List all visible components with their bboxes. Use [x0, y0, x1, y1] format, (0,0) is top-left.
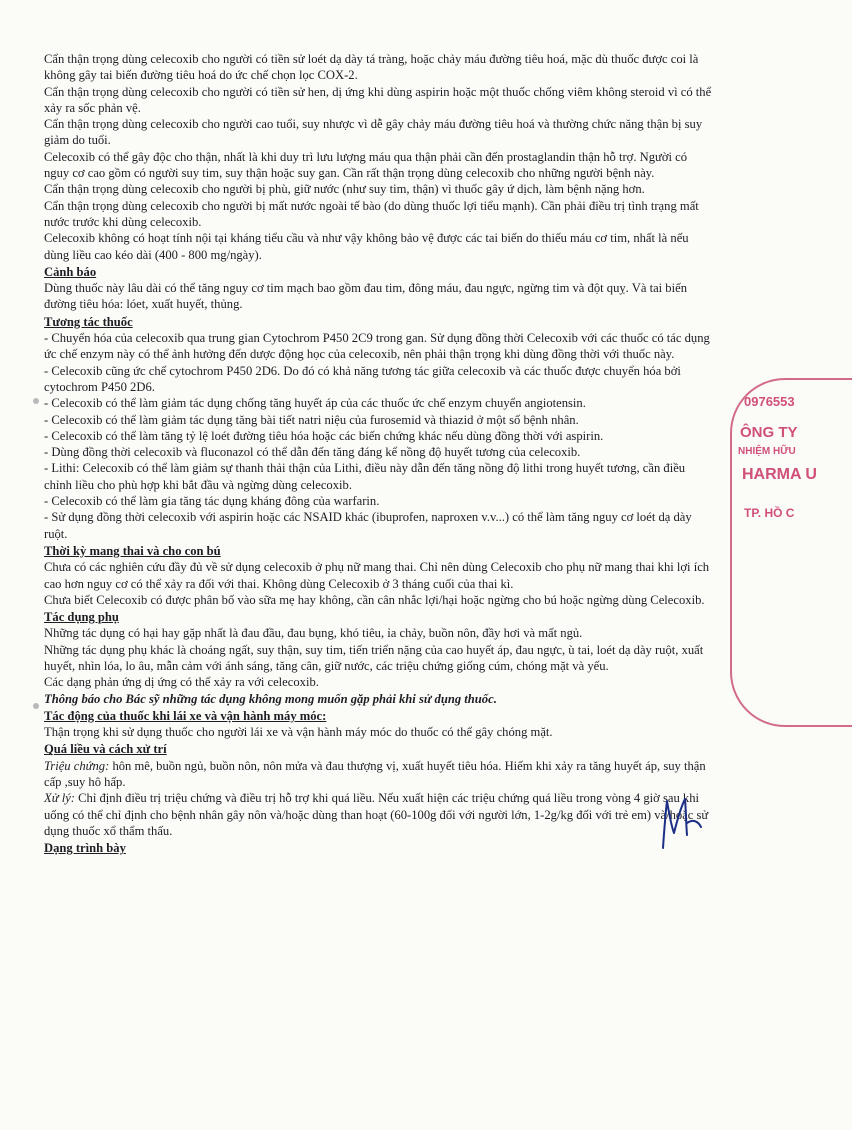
precaution-paragraph: Cẩn thận trọng dùng celecoxib cho người bị phù, giữ nước (như suy tim, thận) vì thuốc gây ứ dịch, làm bệnh nặng hơn.: [44, 182, 645, 197]
scan-hole-mark: [33, 398, 39, 404]
pregnancy-paragraph: Chưa có các nghiên cứu đầy đủ về sử dụng celecoxib ở phụ nữ mang thai. Chỉ nên dùng Celecoxib cho phụ nữ mang thai khi lợi ích cao hơn nguy cơ có thể xảy ra đối với thai. Không dùng Celecoxib ở 3 tháng cuối của thai kì.: [44, 560, 710, 591]
precaution-paragraph: Celecoxib có thể gây độc cho thận, nhất là khi duy trì lưu lượng máu qua thận phải cần đến prostaglandin thận hỗ trợ. Người có nguy cơ cao gồm có người suy tim, suy thận hoặc suy gan. Cần rất thận trọng dùng celecoxib cho những người bệnh này.: [44, 149, 688, 181]
interaction-item: - Chuyển hóa của celecoxib qua trung gian Cytochrom P450 2C9 trong gan. Sử dụng đồng thời Celecoxib với các thuốc có tác dụng ức chế enzym này có thể ảnh hưởng đến dược động học của celecoxib, nên phải thận trọng khi dùng đồng thời với thuốc này.: [44, 331, 710, 362]
section-heading-side-effects: Tác dụng phụ: [44, 610, 119, 625]
handwritten-signature: [655, 793, 705, 853]
doctor-notice: Thông báo cho Bác sỹ những tác dụng không mong muốn gặp phải khi sử dụng thuốc.: [44, 691, 497, 706]
stamp-line-company: ÔNG TY: [740, 424, 798, 441]
precaution-paragraph: Cẩn thận trọng dùng celecoxib cho người cao tuổi, suy nhược vì dễ gây chảy máu đường tiêu hoá và thường chức năng thận bị suy giảm do tuổi.: [44, 117, 703, 148]
stamp-line-city: TP. HỒ C: [744, 506, 795, 520]
scan-hole-mark: [33, 703, 39, 709]
precaution-paragraph: Celecoxib không có hoạt tính nội tại kháng tiểu cầu và như vậy không bảo vệ được các tai biến do thiếu máu cơ tim, nhất là nếu dùng liều cao kéo dài (400 - 800 mg/ngày).: [44, 231, 689, 262]
document-body: [44, 51, 712, 857]
interaction-item: - Lithi: Celecoxib có thể làm giảm sự thanh thải thận của Lithi, điều này dẫn đến tăng nồng độ lithi trong huyết tương, cần điều chỉnh liều cho phù hợp khi bắt đầu và ngừng dùng celecoxib.: [44, 461, 686, 492]
side-effect-paragraph: Những tác dụng phụ khác là choáng ngất, suy thận, suy tim, tiến triển nặng của cao huyết áp, đau ngực, ù tai, loét dạ dày ruột, xuất huyết, nhìn lóa, lo âu, mẫn cảm với ánh sáng, tăng cân, giữ nước, các triệu chứng giống cúm, chóng mặt và yếu.: [44, 642, 704, 673]
precaution-paragraph: Cẩn thận trọng dùng celecoxib cho người có tiền sử loét dạ dày tá tràng, hoặc chảy máu đường tiêu hoá, mặc dù thuốc được coi là không gây tai biến đường tiêu hoá do ức chế chọn lọc COX-2.: [44, 52, 699, 83]
side-effect-paragraph: Những tác dụng có hại hay gặp nhất là đau đầu, đau bụng, khó tiêu, ỉa chảy, buồn nôn, đầy hơi và mất ngủ.: [44, 626, 583, 641]
section-heading-interactions: Tương tác thuốc: [44, 314, 133, 329]
section-heading-warning: Cảnh báo: [44, 264, 97, 279]
section-heading-pregnancy: Thời kỳ mang thai và cho con bú: [44, 543, 221, 558]
warning-paragraph: Dùng thuốc này lâu dài có thể tăng nguy cơ tim mạch bao gồm đau tim, đông máu, đau ngực, ngừng tim và đột quỵ. Và tai biến đường tiêu hóa: lóet, xuất huyết, thủng.: [44, 281, 687, 312]
precaution-paragraph: Cẩn thận trọng dùng celecoxib cho người bị mất nước ngoài tế bào (do dùng thuốc lợi tiểu mạnh). Cần phải điều trị tình trạng mất nước trước khi dùng celecoxib.: [44, 198, 699, 229]
interaction-item: - Celecoxib có thể làm giảm tác dụng tăng bài tiết natri niệu của furosemid và thiazid ở một số bệnh nhân.: [44, 412, 579, 427]
interaction-item: - Celecoxib có thể làm gia tăng tác dụng kháng đông của warfarin.: [44, 494, 380, 509]
interaction-item: - Dùng đồng thời celecoxib và fluconazol có thể dẫn đến tăng đáng kể nồng độ huyết tương của celecoxib.: [44, 445, 581, 460]
symptoms-label: Triệu chứng:: [44, 758, 110, 773]
stamp-line-pharma: HARMA U: [742, 466, 817, 483]
interaction-item: - Sử dụng đồng thời celecoxib với aspirin hoặc các NSAID khác (ibuprofen, naproxen v.v...) có thể làm tăng nguy cơ loét dạ dày ruột.: [44, 510, 692, 541]
section-heading-driving: Tác động của thuốc khi lái xe và vận hành máy móc:: [44, 708, 327, 723]
precaution-paragraph: Cẩn thận trọng dùng celecoxib cho người có tiền sử hen, dị ứng khi dùng aspirin hoặc một thuốc chống viêm không steroid vì có thể xảy ra sốc phản vệ.: [44, 84, 712, 115]
driving-paragraph: Thận trọng khi sử dụng thuốc cho người lái xe và vận hành máy móc do thuốc có thể gây chóng mặt.: [44, 725, 553, 740]
treatment-label: Xử lý:: [44, 791, 75, 806]
overdose-symptoms: [44, 758, 712, 791]
interaction-item: - Celecoxib có thể làm tăng tỷ lệ loét đường tiêu hóa hoặc các biến chứng khác nếu dùng đồng thời với aspirin.: [44, 428, 604, 443]
section-heading-presentation: Dạng trình bày: [44, 841, 126, 856]
section-heading-overdose: Quá liều và cách xử trí: [44, 742, 167, 757]
interaction-item: - Celecoxib có thể làm giảm tác dụng chống tăng huyết áp của các thuốc ức chế enzym chuyển angiotensin.: [44, 396, 586, 411]
stamp-line-liability: NHIỆM HỮU: [738, 446, 796, 457]
stamp-line-phone: 0976553: [744, 394, 795, 409]
treatment-text: Chỉ định điều trị triệu chứng và điều trị hỗ trợ khi quá liều. Nếu xuất hiện các triệu chứng quá liều trong vòng 4 giờ sau khi uống có thể chỉ định cho bệnh nhân gây nôn và/hoặc dùng than hoạt (60-100g đối với người lớn, 1-2g/kg đối với trẻ em) và/hoặc sử dụng thuốc xổ thẩm thấu.: [44, 791, 709, 838]
company-stamp: [730, 378, 852, 727]
overdose-treatment: [44, 790, 712, 839]
interaction-item: - Celecoxib cũng ức chế cytochrom P450 2D6. Do đó có khả năng tương tác giữa celecoxib và các thuốc được chuyển hóa bởi cytochrom P450 2D6.: [44, 363, 681, 394]
side-effect-paragraph: Các dạng phản ứng dị ứng có thể xảy ra với celecoxib.: [44, 675, 319, 690]
symptoms-text: hôn mê, buồn ngủ, buồn nôn, nôn mửa và đau thượng vị, xuất huyết tiêu hóa. Hiếm khi xảy ra tăng huyết áp, suy thận cấp ,suy hô hấp.: [44, 758, 706, 790]
pregnancy-paragraph: Chưa biết Celecoxib có được phân bố vào sữa mẹ hay không, cần cân nhắc lợi/hại hoặc ngừng cho bú hoặc ngừng dùng Celecoxib.: [44, 592, 705, 607]
